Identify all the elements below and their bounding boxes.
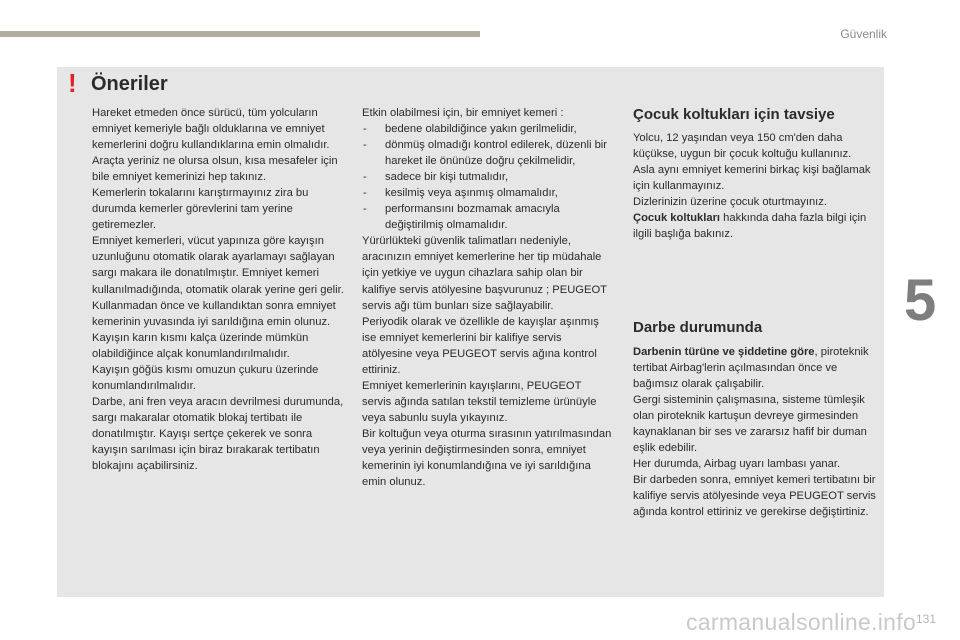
paragraph-rest: , piroteknik tertibat Airbag'lerin açılmasından önce ve bağımsız olarak çalışabilir. [633,346,869,391]
requirements-list [362,121,612,233]
paragraph: Her durumda, Airbag uyarı lambası yanar. [633,458,841,471]
child-seat-heading: Çocuk koltukları için tavsiye [633,106,835,123]
paragraph: Kayışın göğüs kısmı omuzun çukuru üzerinde konumlandırılmalıdır. [92,363,319,392]
paragraph: Periyodik olarak ve özellikle de kayışlar aşınmış ise emniyet kemerlerini bir kalifiye servis atölyesine veya PEUGEOT servis ağına kontrol ettiriniz. [362,315,599,376]
impact-heading: Darbe durumunda [633,319,763,336]
bold-term: Darbenin türüne ve şiddetine göre [633,346,815,358]
list-item: - bedene olabildiğince yakın gerilmelidir, [362,121,612,137]
paragraph-rest: hakkında daha fazla bilgi için ilgili başlığa bakınız. [633,212,867,241]
paragraph [633,210,883,242]
recommendations-column-2 [362,105,612,490]
section-title: Güvenlik [840,27,887,41]
paragraph: Kullanmadan önce ve kullandıktan sonra emniyet kemerinin yuvasında iyi sarıldığına emin olunuz. [92,299,336,328]
paragraph: Emniyet kemerlerinin kayışlarını, PEUGEOT servis ağında satılan tekstil temizleme ürünüyle veya sabunlu suyla yıkayınız. [362,379,597,424]
child-seat-text [633,130,883,242]
paragraph: Bir koltuğun veya oturma sırasının yatırılmasından veya yerinin değiştirmesinden sonra, emniyet kemerinin iyi konumlandığına ve iyi sarıldığına emin olunuz. [362,427,612,489]
paragraph: Hareket etmeden önce sürücü, tüm yolcuların emniyet kemeriyle bağlı olduklarına ve emniyet kemerlerini doğru kullandıklarına emin olmalıdır. [92,107,330,152]
recommendations-column-1 [92,105,348,474]
impact-text [633,344,883,521]
paragraph: Araçta yeriniz ne olursa olsun, kısa mesafeler için bile emniyet kemerinizi hep takınız. [92,155,338,184]
paragraph: Emniyet kemerleri, vücut yapınıza göre kayışın uzunluğunu otomatik olarak ayarlamayı sağlayan sargı makara ile donatılmıştır. Emniyet kemeri kullanılmadığında, otomatik olarak yerine geri gelir. [92,235,344,296]
paragraph: Kayışın karın kısmı kalça üzerinde mümkün olabildiğince alçak konumlandırılmalıdır. [92,331,309,360]
list-intro: Etkin olabilmesi için, bir emniyet kemeri : [362,107,564,119]
paragraph: Kemerlerin tokalarını karıştırmayınız zira bu durumda kemerler görevlerini tam yerine getiremezler. [92,187,309,232]
page-number: 131 [916,612,937,626]
list-item: - performansını bozmamak amacıyla değiştirilmiş olmamalıdır. [362,201,612,233]
paragraph: Asla aynı emniyet kemerini birkaç kişi bağlamak için kullanmayınız. [633,164,871,193]
page-title: Öneriler [91,73,168,95]
chapter-number: 5 [904,268,937,333]
paragraph: Yürürlükteki güvenlik talimatları nedeniyle, aracınızın emniyet kemerlerine her tip müdahale için yetkiye ve uygun cihazlara sahip olan bir kalifiye servis atölyesine başvurunuz ; PEUGEOT servis ağı tüm bunları size sağlayabilir. [362,235,607,312]
list-item: - sadece bir kişi tutmalıdır, [362,169,612,185]
warning-exclamation-icon: ! [68,68,77,98]
bold-term: Çocuk koltukları [633,212,721,225]
paragraph: Gergi sisteminin çalışmasına, sisteme tümleşik olan piroteknik kartuşun devreye girmesinden kaynaklanan bir ses ve zararsız hafif bir duman eşlik edebilir. [633,394,867,455]
watermark: carmanualsonline.info [686,609,917,635]
list-item: - kesilmiş veya aşınmış olmamalıdır, [362,185,612,201]
paragraph: Dizlerinizin üzerine çocuk oturtmayınız. [633,196,827,209]
header-bar [0,31,480,37]
paragraph: Darbe, ani fren veya aracın devrilmesi durumunda, sargı makaralar otomatik blokaj tertibatı ile donatılmıştır. Kayışı sertçe çekerek ve sonra kayışın sarılması için biraz bırakarak tertibatın blokajını açabilirsiniz. [92,395,344,473]
paragraph: Yolcu, 12 yaşından veya 150 cm'den daha küçükse, uygun bir çocuk koltuğu kullanınız. [633,132,852,161]
paragraph [633,344,883,392]
list-item: - dönmüş olmadığı kontrol edilerek, düzenli bir hareket ile önünüze doğru çekilmelidir, [362,137,612,169]
paragraph: Bir darbeden sonra, emniyet kemeri tertibatını bir kalifiye servis atölyesinde veya PEUGEOT servis ağında kontrol ettiriniz ve gerekirse değiştirtiniz. [633,474,876,519]
